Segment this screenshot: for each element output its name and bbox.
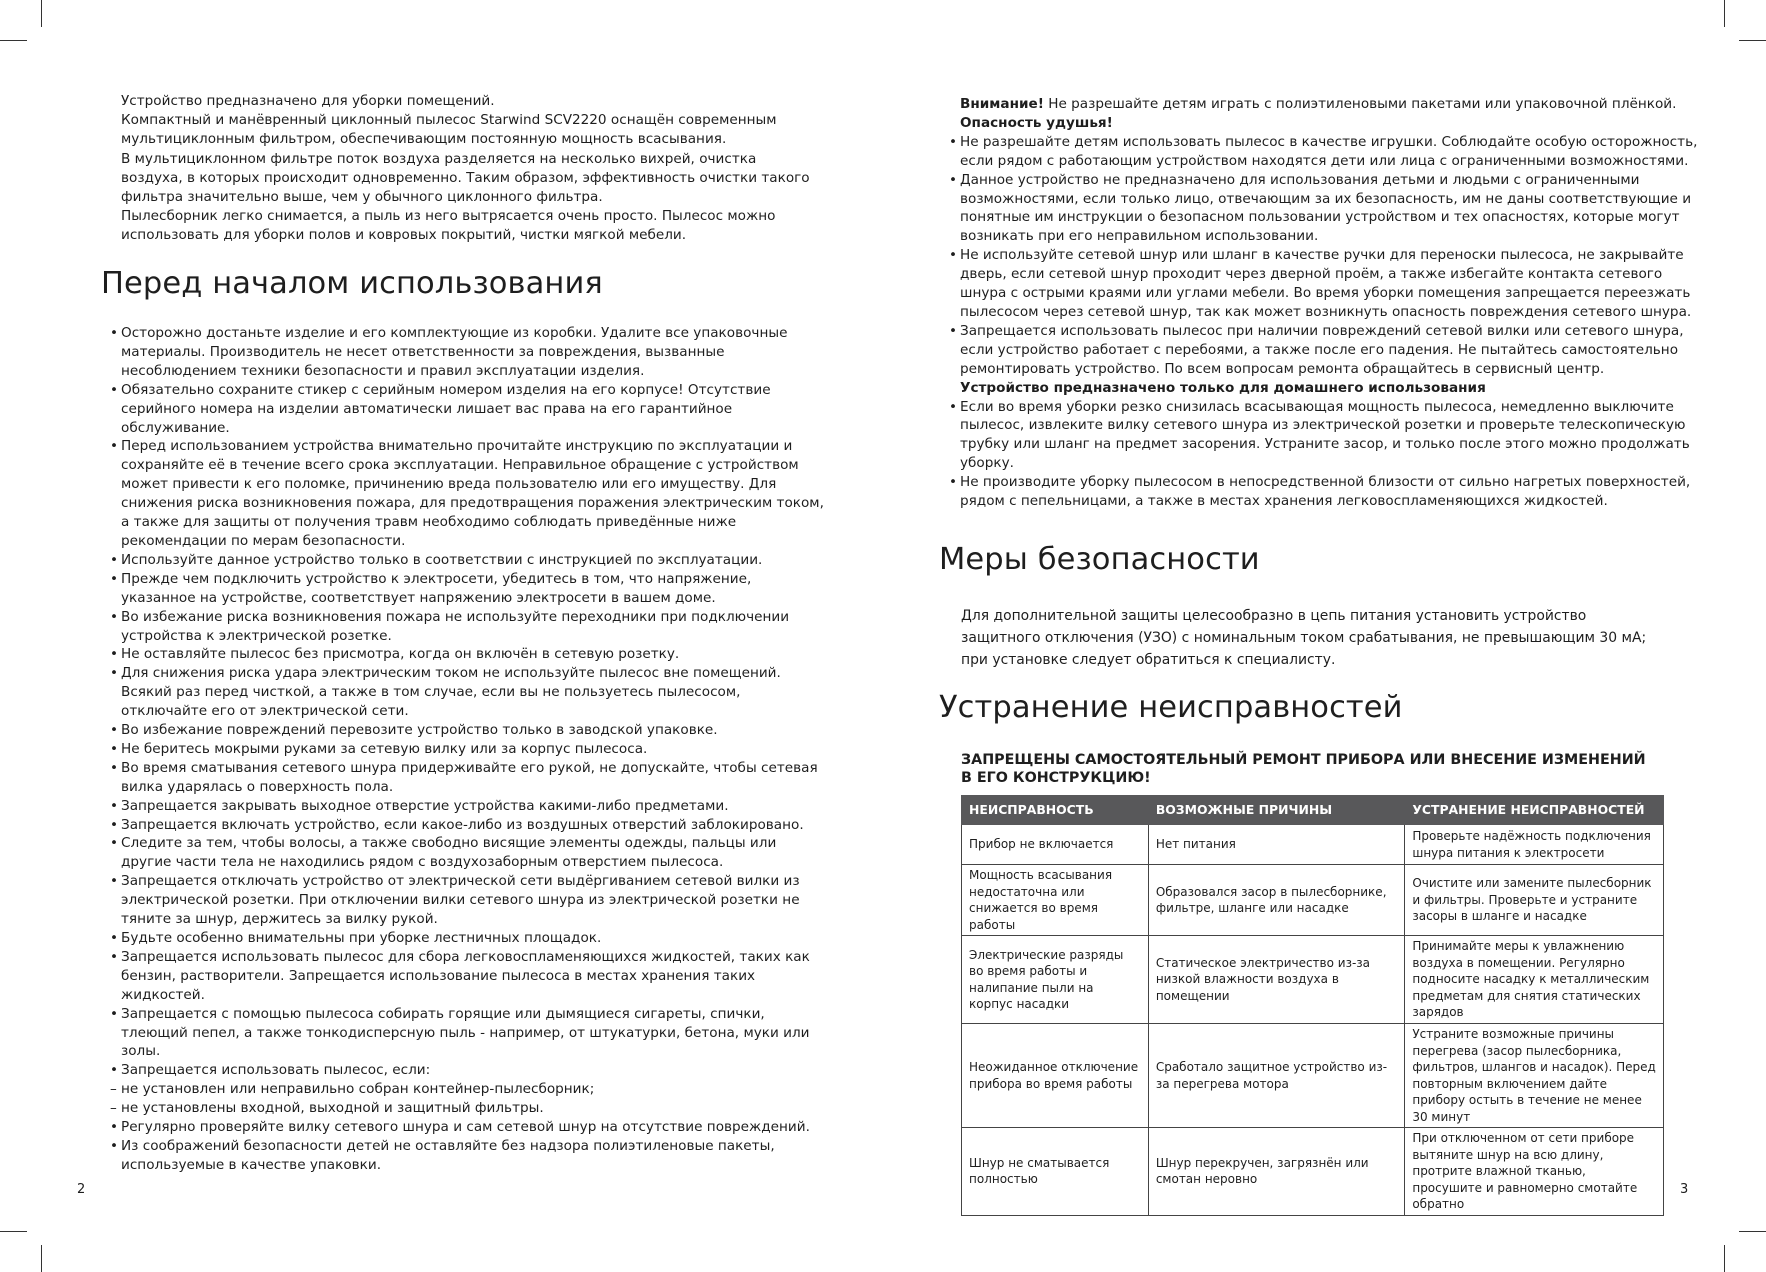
table-row [962, 1024, 1664, 1128]
table-cell: Мощность всасывания недостаточна или снижается во время работы [962, 865, 1149, 936]
table-row [962, 936, 1664, 1024]
table-cell: Очистите или замените пылесборник и фильтры. Проверьте и устраните засоры в шланге и насадке [1405, 865, 1664, 936]
table-cell: Неожиданное отключение прибора во время работы [962, 1024, 1149, 1128]
column-header: УСТРАНЕНИЕ НЕИСПРАВНОСТЕЙ [1405, 796, 1664, 825]
attention-paragraph: Внимание! Не разрешайте детям играть с полиэтиленовыми пакетами или упаковочной плёнкой. [960, 96, 1677, 112]
table-cell: При отключенном от сети приборе вытяните шнур на всю длину, протрите влажной тканью, просушите и равномерно смотайте обратно [1405, 1128, 1664, 1216]
list-item: • Следите за тем, чтобы волосы, а также свободно висящие элементы одежды, пальцы или другие части тела не находились рядом с воздухозаборным отверстием пылесоса. [110, 835, 777, 871]
list-item: • Прежде чем подключить устройство к электросети, убедитесь в том, что напряжение, указанное на устройстве, соответствует напряжению электросети в вашем доме. [110, 570, 752, 606]
table-cell: Устраните возможные причины перегрева (засор пылесборника, фильтров, шлангов и насадок). Перед повторным включением дайте прибору остыть в течение не менее 30 минут [1405, 1024, 1664, 1128]
section-heading-safety: Меры безопасности [939, 542, 1260, 577]
page-number: 3 [1680, 1182, 1689, 1197]
list-item: • Не используйте сетевой шнур или шланг в качестве ручки для переноски пылесоса, не закрывайте дверь, если сетевой шнур проходит через дверной проём, а также избегайте контакта сетевого шнура с острыми краями или углами мебели. Во время уборки помещения запрещается переезжать пылесосом через сетевой шнур, так как может возникнуть опасность повреждения сетевого шнура. [949, 247, 1692, 320]
crop-mark [0, 1231, 27, 1232]
list-item: • Регулярно проверяйте вилку сетевого шнура и сам сетевой шнур на отсутствие повреждений. [110, 1119, 810, 1136]
list-item: • Запрещается использовать пылесос, если: [110, 1062, 431, 1079]
intro-line: Пылесборник легко снимается, а пыль из него вытрясается очень просто. Пылесос можно использовать для уборки полов и ковровых покрытий, чистки мягкой мебели. [121, 208, 776, 244]
list-item: • Во избежание повреждений перевозите устройство только в заводской упаковке. [110, 722, 718, 739]
list-item: – не установлен или неправильно собран контейнер-пылесборник; [110, 1081, 595, 1098]
home-use-note: Устройство предназначено только для домашнего использования [960, 379, 1486, 396]
list-item: • Во избежание риска возникновения пожара не используйте переходники при подключении устройства к электрической розетке. [110, 608, 790, 644]
crop-mark [1739, 40, 1766, 41]
table-cell: Электрические разряды во время работы и налипание пыли на корпус насадки [962, 936, 1149, 1024]
list-item: • Перед использованием устройства внимательно прочитайте инструкцию по эксплуатации и сохраняйте её в течение всего срока эксплуатации. Неправильное обращение с устройством может привести к его поломке, причинению вреда пользователю или его имуществу. Для снижения риска возникновения пожара, для предотвращения поражения электрическим током, а также для защиты от получения травм необходимо соблюдать приведённые ниже рекомендации по мерам безопасности. [110, 438, 824, 549]
list-item: • Если во время уборки резко снизилась всасывающая мощность пылесоса, немедленно выключите пылесос, извлеките вилку сетевого шнура из электрической розетки и проверьте телескопическую трубку или шланг на предмет засорения. Устраните засор, и только после этого можно продолжать уборку. [949, 398, 1690, 472]
list-item: • Не разрешайте детям использовать пылесос в качестве игрушки. Соблюдайте особую осторожность, если рядом с работающим устройством находятся дети или лица с ограниченными возможностями. [949, 133, 1698, 169]
table-cell: Сработало защитное устройство из-за перегрева мотора [1148, 1024, 1405, 1128]
column-header: НЕИСПРАВНОСТЬ [962, 796, 1149, 825]
list-item: • Запрещается закрывать выходное отверстие устройства какими-либо предметами. [110, 797, 729, 814]
list-item: • Обязательно сохраните стикер с серийным номером изделия на его корпусе! Отсутствие серийного номера на изделии автоматически лишает вас права на его гарантийное обслуживание. [110, 381, 771, 436]
list-item: • Не оставляйте пылесос без присмотра, когда он включён в сетевую розетку. [110, 646, 680, 663]
warning-list-2 [949, 398, 1709, 511]
section-heading-troubleshooting: Устранение неисправностей [939, 690, 1403, 725]
list-item: • Запрещается включать устройство, если какое-либо из воздушных отверстий заблокировано. [110, 816, 804, 833]
table-row [962, 825, 1664, 865]
list-item: • Во время сматывания сетевого шнура придерживайте его рукой, не допускайте, чтобы сетевая вилка ударялась о поверхность пола. [110, 759, 818, 795]
crop-mark [41, 0, 42, 27]
list-item: • Из соображений безопасности детей не оставляйте без надзора полиэтиленовые пакеты, используемые в качестве упаковки. [110, 1137, 775, 1173]
list-item: • Запрещается с помощью пылесоса собирать горящие или дымящиеся сигареты, спички, тлеющий пепел, а также тонкодисперсную пыль - например, от штукатурки, бетона, муки или золы. [110, 1005, 810, 1060]
table-cell: Прибор не включается [962, 825, 1149, 865]
section-heading-before-use: Перед началом использования [101, 266, 603, 301]
crop-mark [1739, 1231, 1766, 1232]
table-cell: Статическое электричество из-за низкой влажности воздуха в помещении [1148, 936, 1405, 1024]
intro-text [121, 92, 821, 246]
list-item: • Будьте особенно внимательны при уборке лестничных площадок. [110, 930, 602, 946]
table-row [962, 865, 1664, 936]
table-header-row [962, 796, 1664, 825]
table-cell: Проверьте надёжность подключения шнура питания к электросети [1405, 825, 1664, 865]
attention-label: Внимание! [960, 96, 1044, 112]
choke-warning: Опасность удушья! [960, 114, 1113, 131]
page-number: 2 [77, 1182, 86, 1197]
intro-line: В мультициклонном фильтре поток воздуха разделяется на несколько вихрей, очистка воздуха, в которых происходит одновременно. Таким образом, эффективность очистки такого фильтра значительно выше, чем у обычного циклонного фильтра. [121, 150, 810, 206]
crop-mark [0, 40, 27, 41]
list-item: • Для снижения риска удара электрическим током не используйте пылесос вне помещений. Всякий раз перед чисткой, а также в том случае, если вы не пользуетесь пылесосом, отключайте его от электрической сети. [110, 665, 781, 720]
list-item: – не установлены входной, выходной и защитный фильтры. [110, 1100, 544, 1117]
table-cell: Нет питания [1148, 825, 1405, 865]
crop-mark [1724, 0, 1725, 27]
table-cell: Шнур перекручен, загрязнён или смотан неровно [1148, 1128, 1405, 1216]
crop-mark [1724, 1245, 1725, 1272]
list-item: • Используйте данное устройство только в соответствии с инструкцией по эксплуатации. [110, 551, 763, 568]
table-row [962, 1128, 1664, 1216]
table-cell: Образовался засор в пылесборнике, фильтре, шланге или насадке [1148, 865, 1405, 936]
troubleshooting-table [961, 795, 1664, 1216]
safety-text: Для дополнительной защиты целесообразно в цепь питания установить устройство защитного отключения (УЗО) с номинальным током срабатывания, не превышающим 30 мА; при установке следует обратиться к специалисту. [961, 608, 1647, 668]
warning-list [949, 133, 1709, 379]
before-use-list [110, 324, 830, 1175]
list-item: • Запрещается использовать пылесос при наличии повреждений сетевой вилки или сетевого шнура, если устройство работает с перебоями, а также после его падения. Не пытайтесь самостоятельно ремонтировать устройство. По всем вопросам ремонта обращайтесь в сервисный центр. [949, 322, 1684, 377]
list-item: • Не беритесь мокрыми руками за сетевую вилку или за корпус пылесоса. [110, 740, 648, 757]
list-item: • Запрещается отключать устройство от электрической сети выдёргиванием сетевой вилки из электрической розетки. При отключении вилки сетевого шнура из электрической розетки не тяните за шнур, держитесь за вилку рукой. [110, 873, 800, 928]
crop-mark [41, 1245, 42, 1272]
list-item: • Запрещается использовать пылесос для сбора легковоспламеняющихся жидкостей, таких как бензин, растворители. Запрещается использование пылесоса в местах хранения таких жидкостей. [110, 948, 810, 1003]
column-header: ВОЗМОЖНЫЕ ПРИЧИНЫ [1148, 796, 1405, 825]
list-item: • Не производите уборку пылесосом в непосредственной близости от сильно нагретых поверхностей, рядом с пепельницами, а также в местах хранения легковоспламеняющихся жидкостей. [949, 474, 1691, 510]
intro-line: Компактный и манёвренный циклонный пылесос Starwind SCV2220 оснащён современным мультициклонным фильтром, обеспечивающим постоянную мощность всасывания. [121, 112, 777, 148]
table-cell: Принимайте меры к увлажнению воздуха в помещении. Регулярно подносите насадку к металлическим предметам для снятия статических зарядов [1405, 936, 1664, 1024]
table-cell: Шнур не сматывается полностью [962, 1128, 1149, 1216]
list-item: • Осторожно достаньте изделие и его комплектующие из коробки. Удалите все упаковочные материалы. Производитель не несет ответственности за повреждения, вызванные несоблюдением техники безопасности и правил эксплуатации изделия. [110, 325, 788, 379]
intro-line: Устройство предназначено для уборки помещений. [121, 93, 495, 109]
right-warnings [949, 95, 1709, 511]
repair-warning: ЗАПРЕЩЕНЫ САМОСТОЯТЕЛЬНЫЙ РЕМОНТ ПРИБОРА ИЛИ ВНЕСЕНИЕ ИЗМЕНЕНИЙ В ЕГО КОНСТРУКЦИЮ! [961, 752, 1646, 786]
list-item: • Данное устройство не предназначено для использования детьми и людьми с ограниченными возможностями, если только лицо, отвечающим за их безопасность, им не даны соответствующие и понятные им инструкции о безопасном пользовании устройством и тех опасностях, которые могут возникать при его неправильном использовании. [949, 171, 1692, 245]
